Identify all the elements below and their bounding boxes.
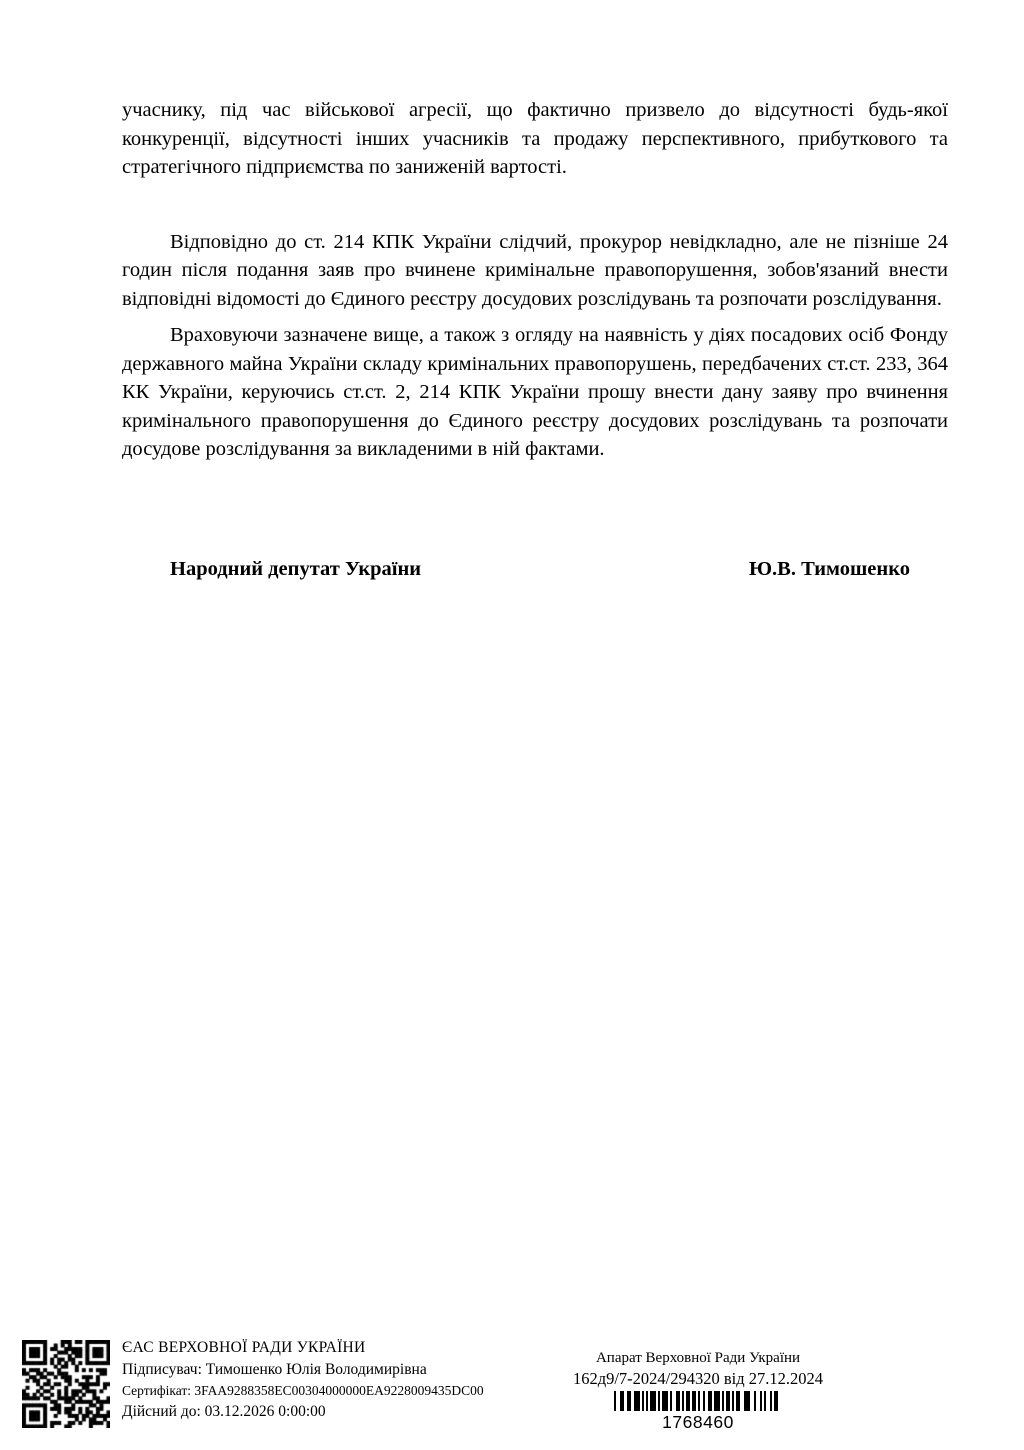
certificate-line: Сертифікат: 3FAA9288358EC00304000000EA9228009435DC00 xyxy=(122,1383,484,1398)
org-name-label: Апарат Верховної Ради України xyxy=(595,1350,801,1366)
barcode-bar xyxy=(642,1391,644,1411)
barcode-icon xyxy=(614,1391,782,1411)
signatory-name: Ю.В. Тимошенко xyxy=(748,557,910,580)
signer-line: Підписувач: Тимошенко Юлія Володимирівна xyxy=(122,1361,427,1378)
barcode-bar xyxy=(634,1391,640,1411)
barcode-bar xyxy=(614,1391,616,1411)
paragraph-continuation: учаснику, під час військової агресії, що фактично призвело до відсутності будь-якої конкуренції, відсутності інших учасників та продажу перспективного, прибуткового та стратегічного підприємства по заниженій вартості. xyxy=(122,99,948,178)
barcode-bar xyxy=(760,1391,762,1411)
barcode-bar xyxy=(708,1391,712,1411)
validity-line: Дійсний до: 03.12.2026 0:00:00 xyxy=(122,1403,326,1420)
barcode-bar xyxy=(620,1391,624,1411)
barcode-bar xyxy=(682,1391,684,1411)
barcode-bar xyxy=(770,1391,772,1411)
barcode-bar xyxy=(736,1391,740,1411)
barcode-bar xyxy=(714,1391,720,1411)
barcode-bar xyxy=(703,1391,705,1411)
paragraph-request: Враховуючи зазначене вище, а також з огляду на наявність у діях посадових осіб Фонду державного майна України складу кримінальних правопорушень, передбачених ст.ст. 233, 364 КК України, керуючись ст.ст. 2, 214 КПК України прошу внести дану заяву про вчинення кримінального правопорушення до Єдиного реєстру досудових розслідувань та розпочати досудове розслідування за викладеними в ній фактами. xyxy=(122,324,948,460)
barcode-bar xyxy=(732,1391,734,1411)
barcode-bar xyxy=(627,1391,631,1411)
barcode-bar xyxy=(686,1391,690,1411)
barcode-bar xyxy=(722,1391,724,1411)
barcode-bar xyxy=(670,1391,672,1411)
barcode-bar xyxy=(764,1391,766,1411)
barcode-bar xyxy=(650,1391,656,1411)
barcode-number-label: 1768460 xyxy=(662,1412,734,1432)
barcode-bar xyxy=(658,1391,660,1411)
barcode-bar xyxy=(662,1391,668,1411)
registration-stamp-block xyxy=(560,1348,836,1434)
barcode-bar xyxy=(774,1391,778,1411)
barcode-bar xyxy=(726,1391,730,1411)
barcode-bar xyxy=(698,1391,700,1411)
barcode-bar xyxy=(744,1391,750,1411)
barcode-bar xyxy=(692,1391,696,1411)
signature-block xyxy=(122,558,948,581)
barcode-bar xyxy=(754,1391,756,1411)
document-body xyxy=(122,96,948,581)
barcode-bar xyxy=(676,1391,680,1411)
signatory-title: Народний депутат України xyxy=(170,557,422,580)
barcode-bar xyxy=(646,1391,648,1411)
qr-code-icon xyxy=(22,1340,110,1428)
doc-number-label: 162д9/7-2024/294320 від 27.12.2024 xyxy=(572,1369,824,1388)
eas-system-label: ЄАС ВЕРХОВНОЇ РАДИ УКРАЇНИ xyxy=(122,1339,366,1356)
paragraph-kpk-214: Відповідно до ст. 214 КПК України слідчий, прокурор невідкладно, але не пізніше 24 годин після подання заяв про вчинене кримінальне правопорушення, зобов'язаний внести відповідні відомості до Єдиного реєстру досудових розслідувань та розпочати розслідування. xyxy=(122,230,948,310)
signature-stamp-block xyxy=(122,1336,552,1423)
